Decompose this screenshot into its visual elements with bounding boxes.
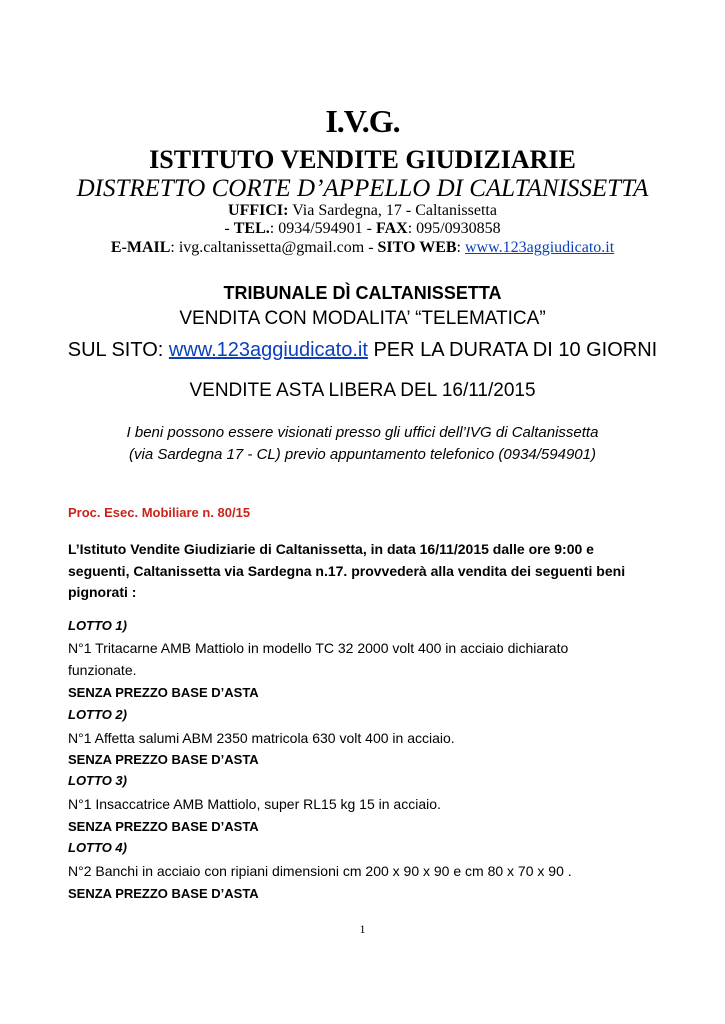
- sale-mode: VENDITA CON MODALITA’ “TELEMATICA”: [179, 308, 546, 329]
- procedure-lead-line1: L’Istituto Vendite Giudiziarie di Caltanissetta, in data 16/11/2015 dalle ore 9:00 e: [68, 541, 594, 557]
- site-label: SITO WEB: [377, 239, 457, 256]
- header-institute: ISTITUTO VENDITE GIUDIZIARIE: [149, 145, 576, 174]
- tel-prefix: -: [224, 220, 234, 237]
- header-district: DISTRETTO CORTE D’APPELLO DI CALTANISSETTA: [76, 175, 649, 202]
- offices-label: UFFICI:: [228, 202, 289, 219]
- tel-label: TEL.: [233, 220, 270, 237]
- site-separator: :: [456, 239, 465, 256]
- header-acronym: I.V.G.: [325, 103, 400, 139]
- procedure-title: Proc. Esec. Mobiliare n. 80/15: [68, 505, 251, 520]
- procedure-lead-line3: pignorati :: [68, 584, 137, 600]
- lot-price: SENZA PREZZO BASE D’ASTA: [68, 819, 259, 834]
- lot-price: SENZA PREZZO BASE D’ASTA: [68, 752, 259, 767]
- lot-label: LOTTO 4): [68, 840, 127, 855]
- tel-value: : 0934/594901 -: [269, 220, 376, 237]
- intro-site-link[interactable]: www.123aggiudicato.it: [168, 339, 368, 361]
- lot-price: SENZA PREZZO BASE D’ASTA: [68, 886, 259, 901]
- sale-site-line: [0, 339, 725, 362]
- lot-description: N°1 Insaccatrice AMB Mattiolo, super RL15 kg 15 in acciaio.: [68, 796, 441, 812]
- auction-date: VENDITE ASTA LIBERA DEL 16/11/2015: [189, 380, 536, 401]
- site-prefix: SUL SITO:: [67, 339, 169, 361]
- procedure-lead-line2: seguenti, Caltanissetta via Sardegna n.17. provvederà alla vendita dei seguenti beni: [68, 563, 626, 579]
- visit-note-line2: (via Sardegna 17 - CL) previo appuntamento telefonico (0934/594901): [129, 446, 596, 463]
- email-value: : ivg.caltanissetta@gmail.com -: [170, 239, 378, 256]
- visit-note-line1: I beni possono essere visionati presso gli uffici dell’IVG di Caltanissetta: [126, 424, 599, 441]
- lot-label: LOTTO 3): [68, 773, 127, 788]
- lot-label: LOTTO 1): [68, 618, 127, 633]
- lot-description: N°1 Affetta salumi ABM 2350 matricola 630 volt 400 in acciaio.: [68, 730, 455, 746]
- fax-value: : 095/0930858: [407, 220, 501, 237]
- lot-price: SENZA PREZZO BASE D’ASTA: [68, 685, 259, 700]
- page-number: 1: [359, 922, 366, 936]
- site-suffix: PER LA DURATA DI 10 GIORNI: [367, 339, 658, 361]
- lot-description: N°2 Banchi in acciaio con ripiani dimensioni cm 200 x 90 x 90 e cm 80 x 70 x 90 .: [68, 863, 572, 879]
- email-label: E-MAIL: [110, 239, 171, 256]
- fax-label: FAX: [375, 220, 408, 237]
- header-contacts: [0, 239, 725, 257]
- lot-description: funzionate.: [68, 662, 137, 678]
- header-site-link[interactable]: www.123aggiudicato.it: [465, 239, 615, 256]
- lot-label: LOTTO 2): [68, 707, 127, 722]
- lot-description: N°1 Tritacarne AMB Mattiolo in modello TC 32 2000 volt 400 in acciaio dichiarato: [68, 640, 569, 656]
- tribunal-title: TRIBUNALE DÌ CALTANISSETTA: [223, 283, 502, 303]
- offices-value: Via Sardegna, 17 - Caltanissetta: [288, 202, 497, 219]
- header-offices: [0, 202, 725, 220]
- header-phone: [0, 220, 725, 238]
